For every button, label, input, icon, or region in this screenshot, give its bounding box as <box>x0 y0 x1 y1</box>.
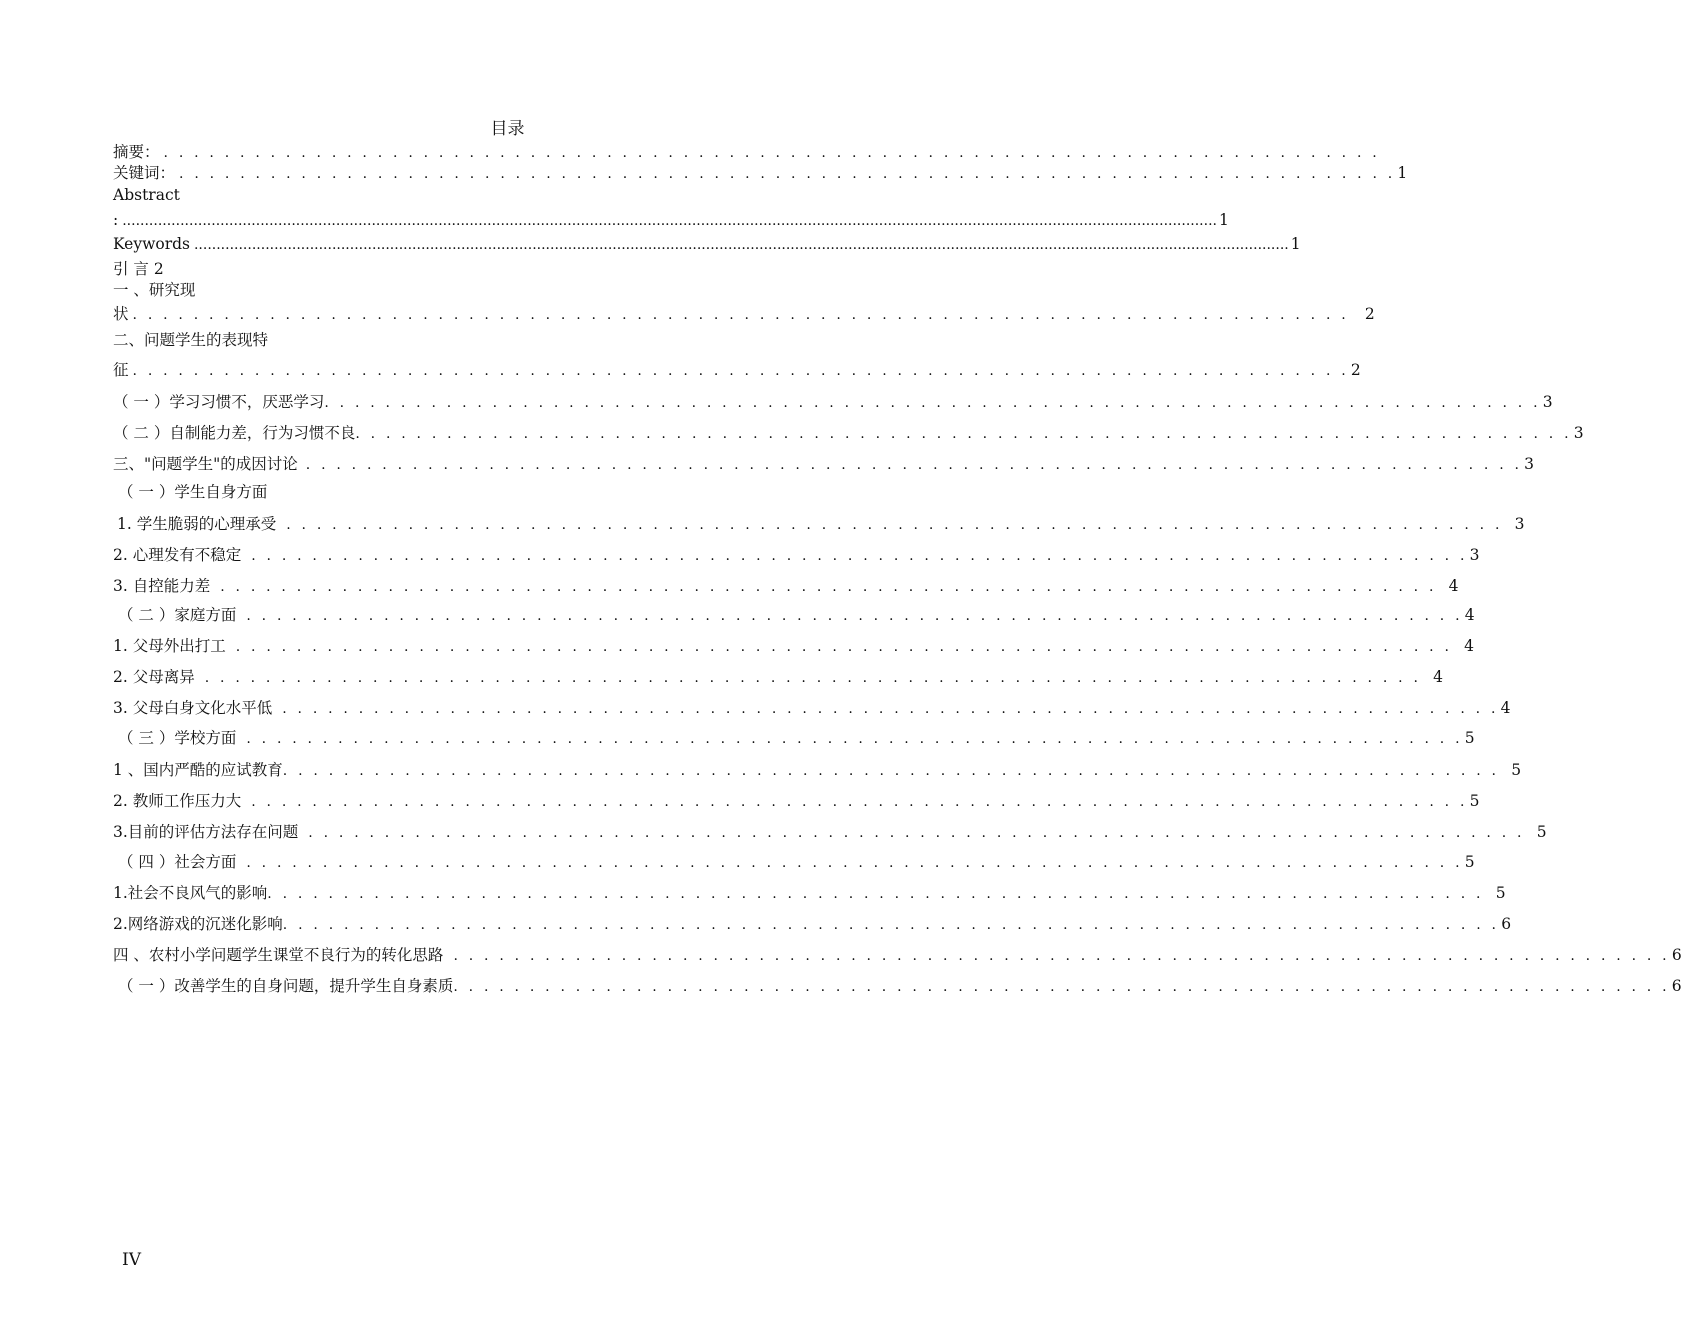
dot-leader: . . . . . . . . . . . . . . . . . . . . . . . . . . . . . . . . . . . . . . . . . . . . . . . . . . . . . . . . . . . . . . . . . . . . . . . . . . . . . . . . <box>246 608 1463 624</box>
toc-entry-text: （ 一 ）学习习惯不，厌恶学习 <box>113 393 325 411</box>
dot-leader: . . . . . . . . . . . . . . . . . . . . . . . . . . . . . . . . . . . . . . . . . . . . . . . . . . . . . . . . . . . . . . . . . . . . . . . . . . . . . . . . <box>179 166 1396 182</box>
toc-page-number: 1 <box>1290 235 1301 253</box>
toc-page-number: 4 <box>1433 668 1443 686</box>
page-number-footer: IV <box>122 1250 141 1270</box>
toc-page-number: 4 <box>1448 577 1459 595</box>
toc-entry-online-games[interactable] <box>113 914 1512 935</box>
toc-page-number: 3 <box>1542 393 1553 411</box>
dot-leader: . . . . . . . . . . . . . . . . . . . . . . . . . . . . . . . . . . . . . . . . . . . . . . . . . . . . . . . . . . . . . . . . . . . . . . . . . . . . . . . . <box>204 670 1422 686</box>
dot-leader: . . . . . . . . . . . . . . . . . . . . . . . . . . . . . . . . . . . . . . . . . . . . . . . . . . . . . . . . . . . . . . . . . . . . . . . . . . . . . . . . <box>355 426 1572 442</box>
dot-leader: . . . . . . . . . . . . . . . . . . . . . . . . . . . . . . . . . . . . . . . . . . . . . . . . . . . . . . . . . . . . . . . . . . . . . . . . . . . . . . . . <box>267 886 1484 902</box>
toc-entry-text: 摘要： <box>113 143 160 161</box>
toc-entry-text: 征 <box>113 361 129 379</box>
dot-leader: . . . . . . . . . . . . . . . . . . . . . . . . . . . . . . . . . . . . . . . . . . . . . . . . . . . . . . . . . . . . . . . . . . . . . . . . . . . . . . . . <box>324 395 1541 411</box>
toc-entry-text: 2.网络游戏的沉迷化影响 <box>113 915 283 933</box>
dot-leader: . . . . . . . . . . . . . . . . . . . . . . . . . . . . . . . . . . . . . . . . . . . . . . . . . . . . . . . . . . . . . . . . . . . . . . . . . . . . . . . . <box>251 548 1468 564</box>
toc-entry-text: 1 、国内严酷的应试教育 <box>113 761 283 779</box>
toc-entry-teacher-pressure[interactable] <box>113 791 1480 812</box>
toc-entry-text: （ 一 ）改善学生的自身问题，提升学生自身素质 <box>118 977 454 995</box>
toc-entry-social-atmosphere[interactable] <box>113 883 1506 904</box>
toc-page-number: 6 <box>1501 915 1512 933</box>
toc-entry-text: 关键词： <box>113 164 176 182</box>
dot-leader: . . . . . . . . . . . . . . . . . . . . . . . . . . . . . . . . . . . . . . . . . . . . . . . . . . . . . . . . . . . . . . . . . . . . . . . . . . . . . . . . <box>305 457 1523 473</box>
toc-entry-abstract-en[interactable]: Abstract <box>113 186 180 204</box>
toc-entry-fragile-psychology[interactable] <box>117 514 1525 535</box>
dot-leader: ...................................................................................................................................................................................................................................................... <box>122 213 1217 229</box>
dot-leader: . . . . . . . . . . . . . . . . . . . . . . . . . . . . . . . . . . . . . . . . . . . . . . . . . . . . . . . . . . . . . . . . . . . . . . . . . . . . . . . . <box>163 145 1380 161</box>
toc-page-number: 5 <box>1469 792 1480 810</box>
toc-entry-text: Keywords <box>113 235 190 253</box>
toc-entry-school[interactable] <box>118 728 1475 749</box>
toc-entry-text: 2. 教师工作压力大 <box>113 792 242 810</box>
toc-entry-evaluation-method[interactable] <box>113 822 1547 843</box>
toc-page-number: 3 <box>1573 424 1584 442</box>
toc-entry-introduction[interactable]: 引 言 2 <box>113 260 164 278</box>
toc-title: 目录 <box>490 119 525 139</box>
toc-entry-text: 1. 父母外出打工 <box>113 637 226 655</box>
toc-page-number: 3 <box>1524 455 1535 473</box>
dot-leader: . . . . . . . . . . . . . . . . . . . . . . . . . . . . . . . . . . . . . . . . . . . . . . . . . . . . . . . . . . . . . . . . . . . . . . . . . . . . . . . . <box>132 363 1349 379</box>
toc-entry-unstable-development[interactable] <box>113 545 1480 566</box>
toc-page-number: 4 <box>1464 637 1474 655</box>
dot-leader: . . . . . . . . . . . . . . . . . . . . . . . . . . . . . . . . . . . . . . . . . . . . . . . . . . . . . . . . . . . . . . . . . . . . . . . . . . . . . . . . <box>246 731 1463 747</box>
toc-entry-parents-away[interactable] <box>113 636 1474 657</box>
toc-entry-poor-self-control[interactable] <box>113 576 1459 597</box>
toc-entry-text: 1. 学生脆弱的心理承受 <box>117 515 277 533</box>
toc-entry-characteristics[interactable]: 二、问题学生的表现特 <box>113 331 269 349</box>
toc-entry-parents-divorced[interactable] <box>113 667 1443 688</box>
toc-entry-text: 3.目前的评估方法存在问题 <box>113 823 299 841</box>
dot-leader: . . . . . . . . . . . . . . . . . . . . . . . . . . . . . . . . . . . . . . . . . . . . . . . . . . . . . . . . . . . . . . . . . . . . . . . . . . . . . . . . <box>286 517 1503 533</box>
toc-entry-student-self[interactable]: （ 一 ）学生自身方面 <box>118 483 268 501</box>
toc-entry-keywords-en[interactable] <box>113 234 1301 255</box>
toc-entry-text: 2. 父母离异 <box>113 668 195 686</box>
toc-entry-text: （ 二 ）家庭方面 <box>118 606 237 624</box>
toc-page-number: 5 <box>1464 853 1475 871</box>
dot-leader: . . . . . . . . . . . . . . . . . . . . . . . . . . . . . . . . . . . . . . . . . . . . . . . . . . . . . . . . . . . . . . . . . . . . . . . . . . . . . . . . <box>132 307 1349 323</box>
toc-entry-text: 三、"问题学生"的成因讨论 <box>113 455 298 473</box>
dot-leader: . . . . . . . . . . . . . . . . . . . . . . . . . . . . . . . . . . . . . . . . . . . . . . . . . . . . . . . . . . . . . . . . . . . . . . . . . . . . . . . . <box>246 855 1463 871</box>
toc-page-number: 4 <box>1500 699 1511 717</box>
dot-leader: ...................................................................................................................................................................................................................................................... <box>193 237 1289 253</box>
toc-page-number: 3 <box>1469 546 1480 564</box>
toc-entry-self-control[interactable] <box>113 423 1584 444</box>
toc-page-number: 6 <box>1671 946 1682 964</box>
toc-entry-family[interactable] <box>118 605 1475 626</box>
toc-page-number: 5 <box>1511 761 1522 779</box>
toc-page-number: 1 <box>1218 211 1229 229</box>
toc-entry-text: 状 <box>113 305 129 323</box>
toc-entry-text: : <box>113 211 119 229</box>
toc-page-number: 3 <box>1514 515 1525 533</box>
toc-page-number: 2 <box>1350 361 1361 379</box>
dot-leader: . . . . . . . . . . . . . . . . . . . . . . . . . . . . . . . . . . . . . . . . . . . . . . . . . . . . . . . . . . . . . . . . . . . . . . . . . . . . . . . . <box>308 825 1525 841</box>
toc-entry-exam-education[interactable] <box>113 760 1522 781</box>
toc-entry-transformation[interactable] <box>113 945 1682 966</box>
toc-entry-keywords-cn[interactable] <box>113 163 1408 184</box>
toc-entry-text: （ 三 ）学校方面 <box>118 729 237 747</box>
toc-entry-text: 1.社会不良风气的影响 <box>113 884 268 902</box>
dot-leader: . . . . . . . . . . . . . . . . . . . . . . . . . . . . . . . . . . . . . . . . . . . . . . . . . . . . . . . . . . . . . . . . . . . . . . . . . . . . . . . . <box>220 579 1437 595</box>
dot-leader: . . . . . . . . . . . . . . . . . . . . . . . . . . . . . . . . . . . . . . . . . . . . . . . . . . . . . . . . . . . . . . . . . . . . . . . . . . . . . . . . <box>282 917 1500 933</box>
toc-page-number: 2 <box>1364 305 1375 323</box>
toc-entry-text: 3. 父母白身文化水平低 <box>113 699 273 717</box>
dot-leader: . . . . . . . . . . . . . . . . . . . . . . . . . . . . . . . . . . . . . . . . . . . . . . . . . . . . . . . . . . . . . . . . . . . . . . . . . . . . . . . . <box>282 701 1499 717</box>
dot-leader: . . . . . . . . . . . . . . . . . . . . . . . . . . . . . . . . . . . . . . . . . . . . . . . . . . . . . . . . . . . . . . . . . . . . . . . . . . . . . . . . <box>251 794 1468 810</box>
toc-entry-text: 四 、农村小学问题学生课堂不良行为的转化思路 <box>113 946 444 964</box>
dot-leader: . . . . . . . . . . . . . . . . . . . . . . . . . . . . . . . . . . . . . . . . . . . . . . . . . . . . . . . . . . . . . . . . . . . . . . . . . . . . . . . . <box>453 948 1670 964</box>
toc-entry-characteristics-cont[interactable] <box>113 360 1361 381</box>
toc-entry-society[interactable] <box>118 852 1475 873</box>
dot-leader: . . . . . . . . . . . . . . . . . . . . . . . . . . . . . . . . . . . . . . . . . . . . . . . . . . . . . . . . . . . . . . . . . . . . . . . . . . . . . . . . <box>282 763 1500 779</box>
toc-page-number: 5 <box>1536 823 1547 841</box>
toc-entry-text: 3. 自控能力差 <box>113 577 211 595</box>
toc-page-number: 5 <box>1495 884 1506 902</box>
toc-entry-research-status-cont[interactable] <box>113 304 1375 325</box>
toc-page-number: 4 <box>1464 606 1475 624</box>
toc-page-number: 5 <box>1464 729 1475 747</box>
toc-entry-abstract-en-cont[interactable] <box>113 210 1229 231</box>
dot-leader: . . . . . . . . . . . . . . . . . . . . . . . . . . . . . . . . . . . . . . . . . . . . . . . . . . . . . . . . . . . . . . . . . . . . . . . . . . . . . . . . <box>453 979 1670 995</box>
dot-leader: . . . . . . . . . . . . . . . . . . . . . . . . . . . . . . . . . . . . . . . . . . . . . . . . . . . . . . . . . . . . . . . . . . . . . . . . . . . . . . . . <box>235 639 1453 655</box>
toc-entry-text: （ 四 ）社会方面 <box>118 853 237 871</box>
toc-entry-improve-self[interactable] <box>118 976 1682 997</box>
toc-entry-causes[interactable] <box>113 454 1535 475</box>
toc-page-number: 6 <box>1671 977 1682 995</box>
toc-entry-abstract-cn[interactable] <box>113 142 1380 163</box>
toc-entry-study-habits[interactable] <box>113 392 1553 413</box>
toc-page-number: 1 <box>1397 164 1408 182</box>
toc-entry-text: （ 二 ）自制能力差，行为习惯不良 <box>113 424 356 442</box>
toc-entry-research-status[interactable]: 一 、研究现 <box>113 281 196 299</box>
toc-entry-parents-education[interactable] <box>113 698 1511 719</box>
toc-entry-text: 2. 心理发有不稳定 <box>113 546 242 564</box>
